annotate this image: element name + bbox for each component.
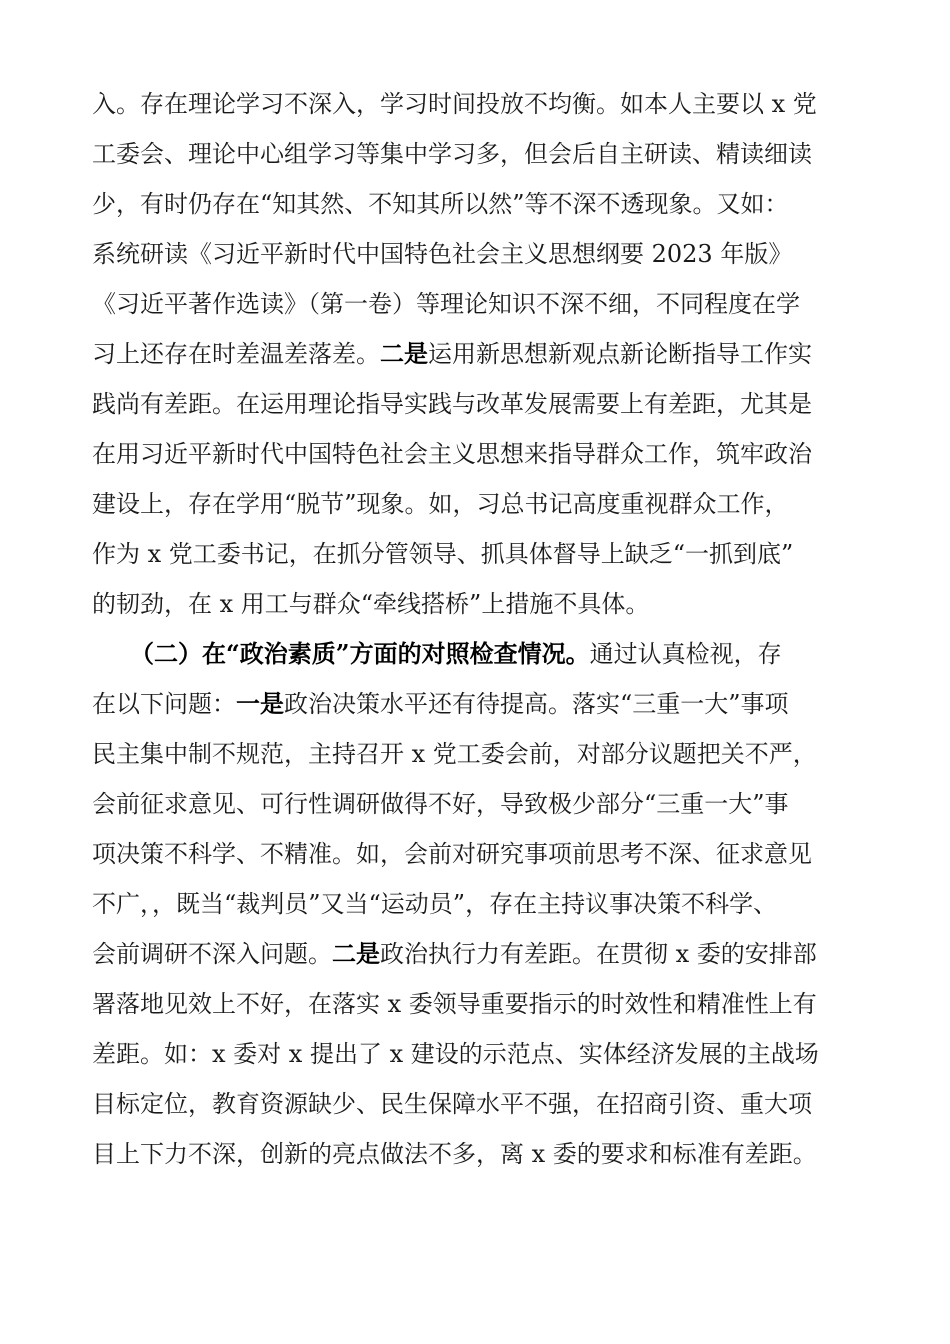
text-segment: 署落地见效上不好，在落实 x 委领导重要指示的时效性和精准性上有 (92, 990, 817, 1018)
text-line (92, 479, 862, 529)
text-line (92, 179, 862, 229)
text-line (92, 729, 862, 779)
text-segment: 少，有时仍存在“知其然、不知其所以然”等不深不透现象。又如： (92, 190, 789, 218)
text-segment: 在用习近平新时代中国特色社会主义思想来指导群众工作，筑牢政治 (92, 440, 812, 468)
text-line (92, 879, 862, 929)
text-segment: 入。存在理论学习不深入，学习时间投放不均衡。如本人主要以 x 党 (92, 90, 817, 118)
text-line (92, 379, 862, 429)
text-segment: 目标定位，教育资源缺少、民生保障水平不强，在招商引资、重大项 (92, 1090, 812, 1118)
bold-text-segment: 二是 (332, 939, 380, 968)
text-line (92, 829, 862, 879)
text-line (92, 79, 862, 129)
text-segment: 《习近平著作选读》（第一卷）等理论知识不深不细，不同程度在学 (92, 290, 800, 318)
text-line (92, 629, 862, 679)
text-line (92, 679, 862, 729)
text-line (92, 1079, 862, 1129)
text-line (92, 929, 862, 979)
text-line (92, 1029, 862, 1079)
text-segment: 差距。如：x 委对 x 提出了 x 建设的示范点、实体经济发展的主战场 (92, 1040, 819, 1068)
text-line (92, 229, 862, 279)
text-segment: 目上下力不深，创新的亮点做法不多，离 x 委的要求和标准有差距。 (92, 1140, 817, 1168)
text-segment: 政治执行力有差距。在贯彻 x 委的安排部 (380, 940, 817, 968)
text-line (92, 129, 862, 179)
bold-text-segment: 二是 (380, 339, 428, 368)
text-segment: 会前征求意见、可行性调研做得不好，导致极少部分“三重一大”事 (92, 790, 789, 818)
text-line (92, 529, 862, 579)
text-segment: 政治决策水平还有待提高。落实“三重一大”事项 (284, 690, 789, 718)
text-segment: 在以下问题： (92, 690, 236, 718)
text-line (92, 1129, 862, 1179)
text-segment: 通过认真检视，存 (589, 640, 782, 668)
text-segment: 民主集中制不规范，主持召开 x 党工委会前，对部分议题把关不严， (92, 740, 817, 768)
text-line (92, 779, 862, 829)
text-segment: 会前调研不深入问题。 (92, 940, 332, 968)
text-segment: 作为 x 党工委书记，在抓分管领导、抓具体督导上缺乏“一抓到底” (92, 540, 794, 568)
text-segment: 运用新思想新观点新论断指导工作实 (428, 340, 812, 368)
text-line (92, 429, 862, 479)
text-segment: 的韧劲，在 x 用工与群众“牵线搭桥”上措施不具体。 (92, 590, 650, 618)
text-segment: 践尚有差距。在运用理论指导实践与改革发展需要上有差距，尤其是 (92, 390, 812, 418)
document-body (92, 79, 862, 1179)
text-segment: 项决策不科学、不精准。如，会前对研究事项前思考不深、征求意见 (92, 840, 812, 868)
text-segment: 不广，，既当“裁判员”又当“运动员”，存在主持议事决策不科学、 (92, 890, 778, 918)
text-segment: 系统研读《习近平新时代中国特色社会主义思想纲要 2023 年版》 (92, 240, 793, 268)
bold-text-segment: 一是 (236, 689, 284, 718)
text-line (92, 579, 862, 629)
text-segment: 建设上，存在学用“脱节”现象。如，习总书记高度重视群众工作， (92, 490, 789, 518)
text-segment: 习上还存在时差温差落差。 (92, 340, 380, 368)
text-segment: 工委会、理论中心组学习等集中学习多，但会后自主研读、精读细读 (92, 140, 812, 168)
bold-text-segment: （二）在“政治素质”方面的对照检查情况。 (130, 639, 590, 668)
text-line (92, 329, 862, 379)
text-line (92, 979, 862, 1029)
text-line (92, 279, 862, 329)
